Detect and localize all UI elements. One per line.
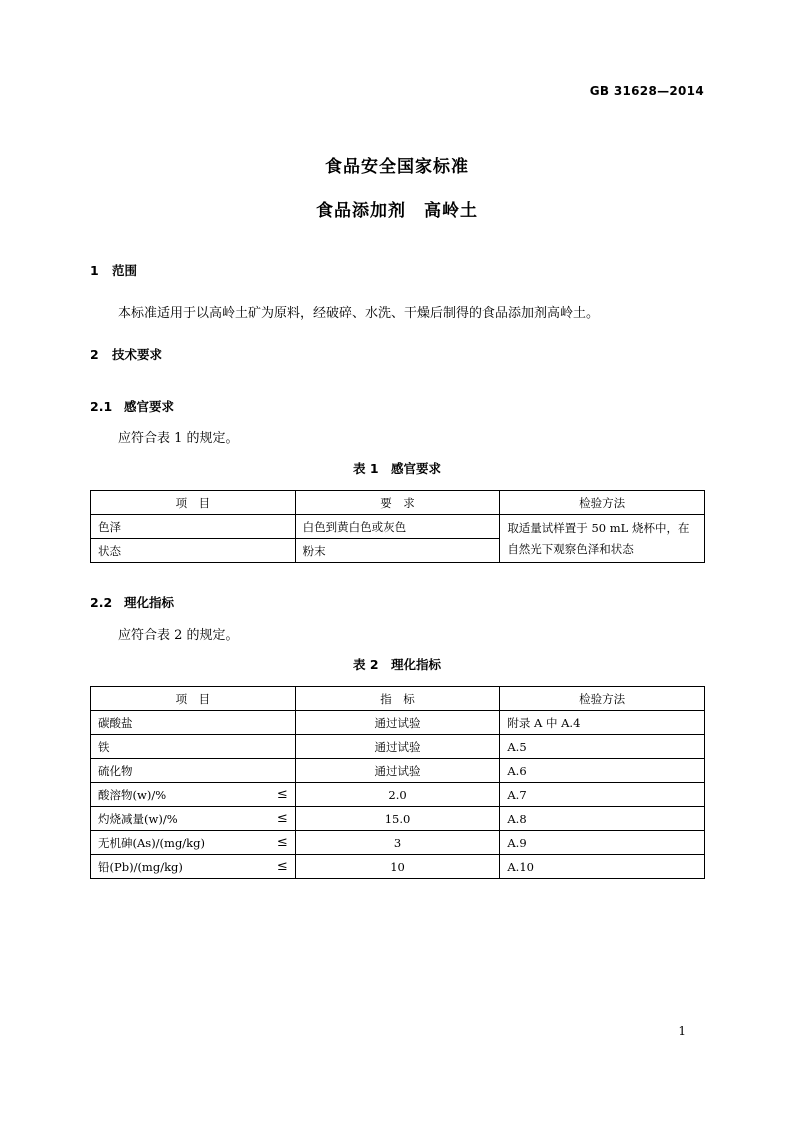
table-row: [91, 711, 705, 735]
document-title: 食品安全国家标准: [325, 157, 469, 177]
limit-symbol: ≤: [276, 810, 288, 826]
table-cell-method: A.8: [500, 807, 705, 831]
limit-symbol: ≤: [276, 858, 288, 874]
column-header: 要 求: [295, 491, 500, 515]
section-1-text: 本标准适用于以高岭土矿为原料，经破碎、水洗、干燥后制得的食品添加剂高岭土。: [118, 306, 600, 321]
table-row: [91, 735, 705, 759]
table-cell-item: 色泽: [91, 515, 296, 539]
limit-symbol: ≤: [276, 834, 288, 850]
table-row: [91, 807, 705, 831]
section-2-heading: [90, 345, 162, 363]
section-title: 理化指标: [124, 595, 175, 610]
section-2-1-text: 应符合表 1 的规定。: [118, 431, 239, 446]
table-cell-value: 通过试验: [295, 711, 500, 735]
table-header-row: [91, 687, 705, 711]
section-number: 2.1: [90, 399, 113, 414]
table-row: [91, 855, 705, 879]
table-cell-method: A.9: [500, 831, 705, 855]
section-number: 1: [90, 263, 99, 278]
column-header: 项 目: [91, 491, 296, 515]
item-label: 铁: [98, 739, 110, 754]
section-title: 范围: [112, 263, 138, 278]
section-number: 2: [90, 347, 99, 362]
column-header: 项 目: [91, 687, 296, 711]
table-cell-method: 取适量试样置于 50 mL 烧杯中，在自然光下观察色泽和状态: [500, 515, 705, 563]
section-2-2-heading: [90, 593, 174, 611]
table-cell-item: [91, 711, 296, 735]
table-cell-item: [91, 831, 296, 855]
section-2-2-text: 应符合表 2 的规定。: [118, 628, 239, 643]
table-row: [91, 783, 705, 807]
table-cell-method: A.10: [500, 855, 705, 879]
table-cell-item: 状态: [91, 539, 296, 563]
table-cell-method: A.6: [500, 759, 705, 783]
section-number: 2.2: [90, 595, 113, 610]
table-cell-item: [91, 735, 296, 759]
physicochemical-indicators-table: [90, 686, 705, 879]
table-cell-item: [91, 783, 296, 807]
table-cell-value: 15.0: [295, 807, 500, 831]
table-cell-method: 附录 A 中 A.4: [500, 711, 705, 735]
table-cell-requirement: 粉末: [295, 539, 500, 563]
table-cell-method: A.7: [500, 783, 705, 807]
page-number: 1: [678, 1024, 686, 1038]
table-row: [91, 759, 705, 783]
table-cell-requirement: 白色到黄白色或灰色: [295, 515, 500, 539]
table-cell-method: A.5: [500, 735, 705, 759]
table-header-row: [91, 491, 705, 515]
item-label: 灼烧减量(w)/%: [98, 811, 178, 826]
section-1-heading: [90, 261, 137, 279]
item-label: 铅(Pb)/(mg/kg): [98, 859, 183, 874]
section-2-1-heading: [90, 397, 174, 415]
item-label: 无机砷(As)/(mg/kg): [98, 835, 205, 850]
table-cell-value: 2.0: [295, 783, 500, 807]
table-cell-item: [91, 807, 296, 831]
table-cell-value: 3: [295, 831, 500, 855]
item-label: 硫化物: [98, 763, 133, 778]
table-1-caption: 表 1 感官要求: [352, 461, 442, 476]
column-header: 指 标: [295, 687, 500, 711]
column-header: 检验方法: [500, 687, 705, 711]
table-row: [91, 831, 705, 855]
table-row: [91, 515, 705, 539]
sensory-requirements-table: [90, 490, 705, 563]
section-title: 技术要求: [112, 347, 163, 362]
document-subtitle: 食品添加剂 高岭土: [316, 201, 478, 221]
table-cell-value: 10: [295, 855, 500, 879]
table-cell-value: 通过试验: [295, 759, 500, 783]
limit-symbol: ≤: [276, 786, 288, 802]
section-title: 感官要求: [124, 399, 175, 414]
table-cell-value: 通过试验: [295, 735, 500, 759]
item-label: 酸溶物(w)/%: [98, 787, 167, 802]
standard-code: GB 31628—2014: [589, 84, 704, 98]
table-cell-item: [91, 855, 296, 879]
table-cell-item: [91, 759, 296, 783]
item-label: 碳酸盐: [98, 715, 133, 730]
table-2-caption: 表 2 理化指标: [352, 657, 442, 672]
column-header: 检验方法: [500, 491, 705, 515]
